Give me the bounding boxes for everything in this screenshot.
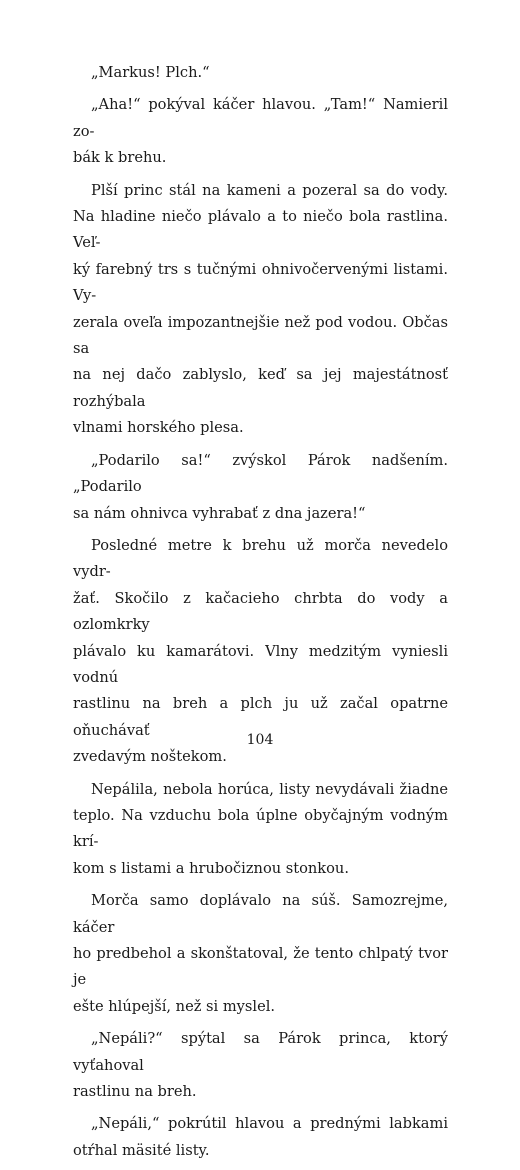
text-line: ešte hlúpejší, než si myslel. [73,997,276,1015]
text-line: žať. Skočilo z kačacieho chrbta do vody a ozlomkrky [73,589,448,634]
text-line: „Aha!“ pokýval káčer hlavou. „Tam!“ Namieril zo- [73,96,448,140]
text-line: rastlinu na breh. [73,1083,197,1101]
paragraph [73,178,448,442]
page-number: 104 [246,732,274,748]
paragraph [73,1111,448,1164]
text-line: plávalo ku kamarátovi. Vlny medzitým vyniesli vodnú [73,642,448,686]
text-line: „Nepáli?“ spýtal sa Párok princa, ktorý vyťahoval [73,1030,448,1074]
paragraph [73,92,448,171]
text-line: rastlinu na breh a plch ju už začal opatrne oňuchávať [73,695,448,739]
text-line: otŕhal mäsité listy. [73,1141,210,1159]
text-line: zerala oveľa impozantnejšie než pod vodou. Občas sa [73,313,448,358]
text-line: „Nepáli,“ pokrútil hlavou a prednými labkami [91,1115,448,1133]
text-line: teplo. Na vzduchu bola úplne obyčajným vodným krí- [73,806,448,851]
text-line: ký farebný trs s tučnými ohnivočervenými listami. Vy- [73,260,448,305]
text-line: bák k brehu. [73,149,167,167]
paragraph [73,60,448,86]
text-line: Nepálila, nebola horúca, listy nevydávali žiadne [91,780,448,798]
text-line: sa nám ohnivca vyhrabať z dna jazera!“ [73,504,366,522]
page-text [73,60,448,1170]
paragraph [73,888,448,1020]
text-line: ho predbehol a skonštatoval, že tento chlpatý tvor je [73,945,448,989]
text-line: Plší princ stál na kameni a pozeral sa do vody. [91,181,448,199]
text-line: Posledné metre k brehu už morča nevedelo vydr- [73,536,448,581]
paragraph [73,448,448,527]
text-line: kom s listami a hrubočiznou stonkou. [73,859,349,877]
text-line: na nej dačo zablyslo, keď sa jej majestátnosť rozhýbala [73,366,448,410]
text-line: vlnami horského plesa. [73,419,244,437]
paragraph [73,777,448,883]
text-line: Morča samo doplávalo na súš. Samozrejme, káčer [73,892,448,936]
text-line: Na hladine niečo plávalo a to niečo bola rastlina. Veľ- [73,208,448,252]
paragraph [73,1026,448,1105]
text-line: „Podarilo sa!“ zvýskol Párok nadšením. „Podarilo [73,451,448,496]
text-line: zvedavým noštekom. [73,748,227,766]
text-line: „Markus! Plch.“ [91,64,210,81]
